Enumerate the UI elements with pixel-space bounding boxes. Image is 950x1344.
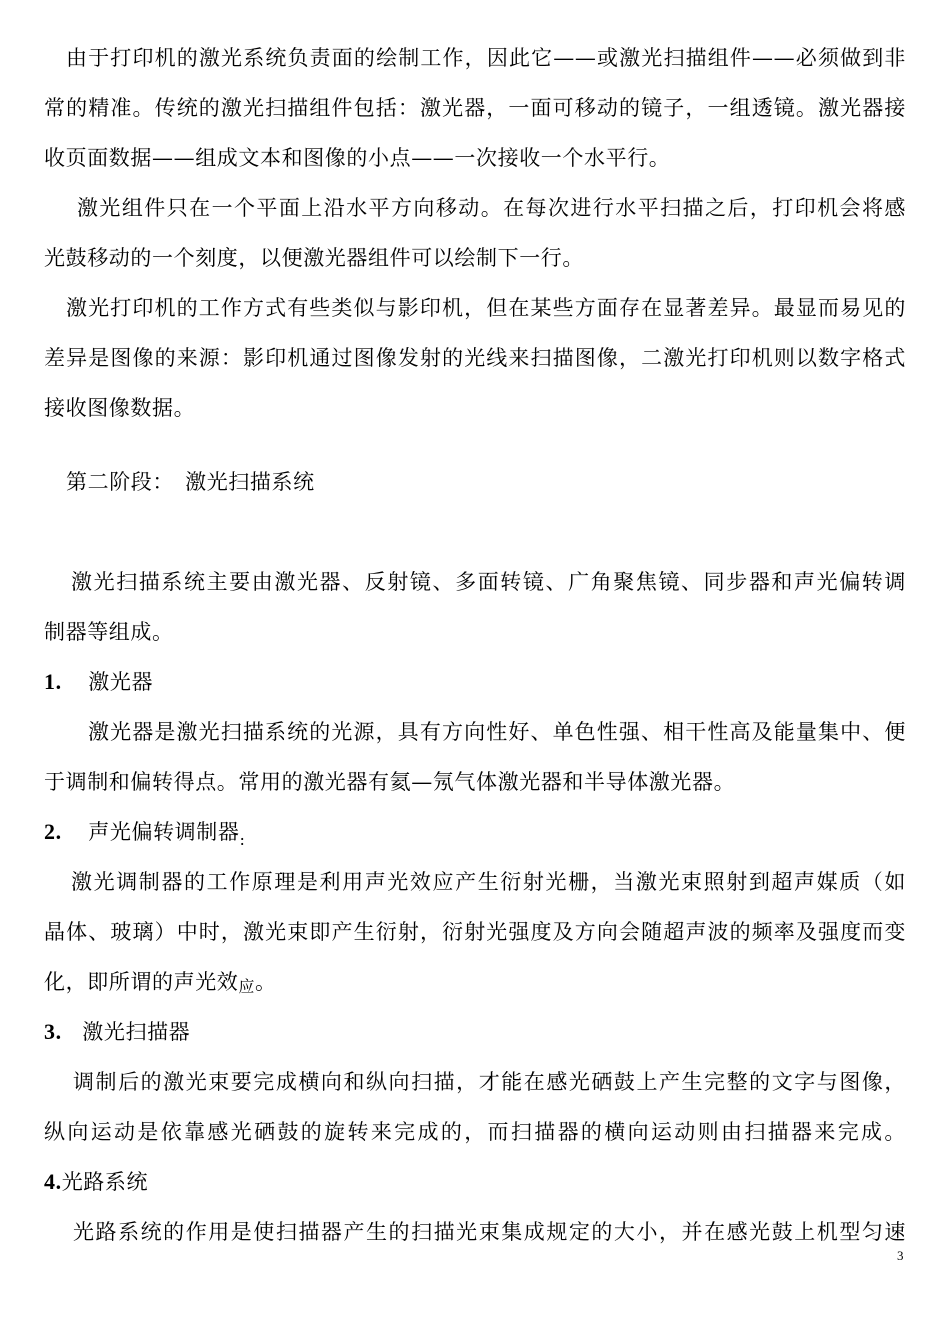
section-1-number: 1. — [44, 669, 62, 694]
section-1-line-2: 于调制和偏转得点。常用的激光器有氦—氖气体激光器和半导体激光器。 — [44, 770, 736, 794]
paragraph-3-line-1: 激光打印机的工作方式有些类似与影印机，但在某些方面存在显著差异。最显而易见的 — [66, 296, 906, 320]
section-3-line-1: 调制后的激光束要完成横向和纵向扫描，才能在感光硒鼓上产生完整的文字与图像， — [73, 1070, 906, 1094]
section-2-number: 2. — [44, 819, 62, 844]
paragraph-3-line-2: 差异是图像的来源：影印机通过图像发射的光线来扫描图像，二激光打印机则以数字格式 — [44, 346, 906, 370]
section-2-line-3 — [44, 968, 277, 998]
section-2-line-3-end: 。 — [255, 970, 277, 994]
section-4-title: 光路系统 — [61, 1170, 149, 1194]
section-2-line-1: 激光调制器的工作原理是利用声光效应产生衍射光栅，当激光束照射到超声媒质（如 — [71, 870, 906, 894]
paragraph-1-line-3: 收页面数据——组成文本和图像的小点——一次接收一个水平行。 — [44, 146, 671, 170]
paragraph-2-line-1: 激光组件只在一个平面上沿水平方向移动。在每次进行水平扫描之后，打印机会将感 — [77, 196, 906, 220]
paragraph-1-line-1: 由于打印机的激光系统负责面的绘制工作，因此它——或激光扫描组件——必须做到非 — [66, 46, 906, 70]
paragraph-1-line-2: 常的精准。传统的激光扫描组件包括：激光器，一面可移动的镜子，一组透镜。激光器接 — [44, 96, 906, 120]
section-4-number: 4. — [44, 1169, 62, 1194]
section-4-heading — [44, 1168, 148, 1196]
section-1-line-1: 激光器是激光扫描系统的光源，具有方向性好、单色性强、相干性高及能量集中、便 — [88, 720, 906, 744]
section-3-title: 激光扫描器 — [82, 1020, 191, 1044]
intro-line-2: 制器等组成。 — [44, 620, 174, 644]
section-4-line-1: 光路系统的作用是使扫描器产生的扫描光束集成规定的大小，并在感光鼓上机型匀速 — [73, 1220, 906, 1244]
section-2-title-suffix: : — [239, 830, 246, 849]
section-3-number: 3. — [44, 1019, 62, 1044]
section-2-line-3-main: 化，即所谓的声光效 — [44, 970, 239, 994]
section-2-heading — [44, 818, 245, 848]
section-2-title: 声光偏转调制器 — [88, 820, 240, 844]
paragraph-3-line-3: 接收图像数据。 — [44, 396, 196, 420]
intro-line-1: 激光扫描系统主要由激光器、反射镜、多面转镜、广角聚焦镜、同步器和声光偏转调 — [71, 570, 906, 594]
paragraph-2-line-2: 光鼓移动的一个刻度，以便激光器组件可以绘制下一行。 — [44, 246, 584, 270]
section-3-line-2: 纵向运动是依靠感光硒鼓的旋转来完成的，而扫描器的横向运动则由扫描器来完成。 — [44, 1120, 906, 1144]
section-3-heading — [44, 1018, 190, 1046]
section-1-heading — [44, 668, 153, 696]
page-number: 3 — [897, 1248, 904, 1263]
stage-heading: 第二阶段： 激光扫描系统 — [66, 470, 315, 494]
section-2-line-3-small: 应 — [238, 977, 256, 996]
section-1-title: 激光器 — [88, 670, 154, 694]
section-2-line-2: 晶体、玻璃）中时，激光束即产生衍射，衍射光强度及方向会随超声波的频率及强度而变 — [44, 920, 906, 944]
